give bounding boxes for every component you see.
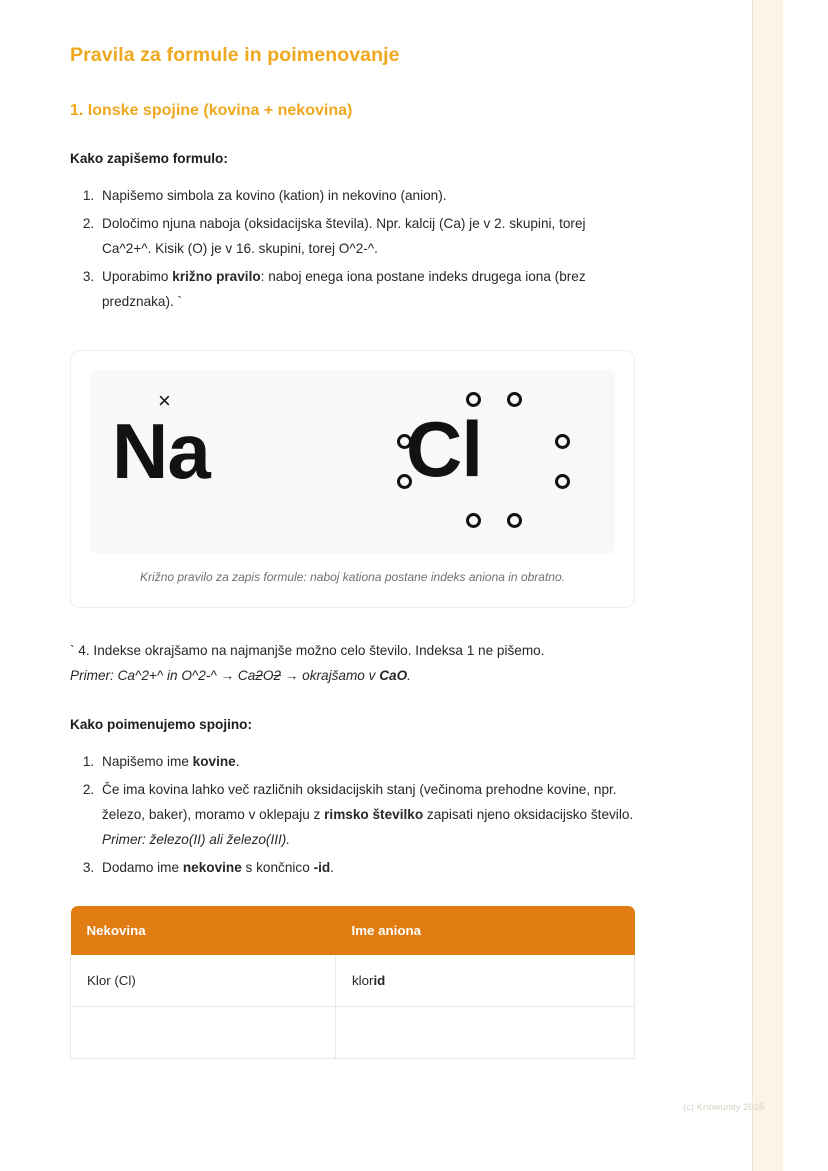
anion-names-table: [70, 906, 635, 1059]
electron-dot-icon: [555, 474, 570, 489]
electron-dot-icon: [397, 474, 412, 489]
text-run: Klor (Cl): [87, 973, 136, 988]
text-run: Primer: Ca^2+^ in O^2-^ → Ca: [70, 668, 256, 683]
document-content: [70, 0, 636, 1059]
electron-cross-icon: ×: [158, 388, 171, 413]
list-item: [98, 211, 636, 261]
electron-dot-icon: [555, 434, 570, 449]
table-row: [71, 1007, 635, 1059]
text-run: .: [235, 754, 240, 769]
table-cell: [71, 1007, 336, 1059]
post-figure-text: [70, 638, 636, 688]
text-run: rimsko številko: [324, 807, 424, 822]
text-run: -id: [313, 860, 331, 875]
text-run: : naboj enega iona postane indeks drugega iona (brez predznaka). `: [102, 269, 586, 309]
text-run: Napišemo ime: [102, 754, 193, 769]
example-text: [70, 663, 636, 688]
lewis-structure-image: [90, 370, 615, 554]
text-run: O: [262, 668, 274, 683]
electron-dot-icon: [507, 392, 522, 407]
column-header-nekovina: Nekovina: [71, 906, 336, 955]
electron-dot-icon: [507, 513, 522, 528]
text-run: id: [373, 973, 386, 988]
formula-steps-list: [70, 183, 636, 314]
electron-dot-icon: [397, 434, 412, 449]
table-header-row: [71, 906, 635, 955]
table-cell: [336, 955, 635, 1007]
chlorine-symbol-label: Cl: [406, 405, 482, 493]
text-run: zapisati njeno oksidacijsko število.: [423, 807, 634, 822]
table-cell: [336, 1007, 635, 1059]
list-item: [98, 777, 636, 852]
text-run: Uporabimo: [102, 269, 173, 284]
text-run: s končnico: [241, 860, 314, 875]
text-run: CaO: [379, 668, 408, 683]
list-item: [98, 264, 636, 314]
text-run: Napišemo simbola za kovino (kation) in nekovino (anion).: [102, 188, 447, 203]
text-run: Primer: železo(II) ali železo(III).: [102, 832, 291, 847]
naming-steps-list: [70, 749, 636, 880]
text-run: Dodamo ime: [102, 860, 183, 875]
section-heading-ionske-spojine: 1. Ionske spojine (kovina + nekovina): [70, 102, 353, 119]
text-run: kovine: [192, 754, 236, 769]
text-run: 2: [255, 668, 263, 683]
text-run: Če ima kovina lahko več različnih oksidacijskih stanj (večinoma prehodne kovine, npr. železo, baker), moramo v oklepaju z: [102, 782, 617, 822]
right-warm-strip: [753, 0, 783, 1171]
table-row: [71, 955, 635, 1007]
text-run: nekovine: [182, 860, 242, 875]
text-run: .: [330, 860, 334, 875]
electron-dot-icon: [466, 392, 481, 407]
right-white-margin: [783, 0, 828, 1171]
figure-card: [70, 350, 635, 608]
list-item: [98, 183, 636, 208]
subheading-kako-poimenujemo-spojino: Kako poimenujemo spojino:: [70, 717, 253, 732]
electron-dot-icon: [466, 513, 481, 528]
text-run: križno pravilo: [172, 269, 261, 284]
table-cell: [71, 955, 336, 1007]
list-item: [98, 749, 636, 774]
footer-credit: (c) Knowunity 2025: [683, 1102, 765, 1113]
text-run: → okrajšamo v: [281, 668, 380, 683]
step-4-text: ` 4. Indekse okrajšamo na najmanjše možno celo število. Indeksa 1 ne pišemo.: [70, 643, 545, 658]
figure-caption: Križno pravilo za zapis formule: naboj kationa postane indeks aniona in obratno.: [140, 570, 565, 584]
list-item: [98, 855, 636, 880]
page-title: Pravila za formule in poimenovanje: [70, 44, 400, 66]
text-run: klor: [352, 973, 374, 988]
subheading-kako-zapisemo-formulo: Kako zapišemo formulo:: [70, 151, 228, 166]
text-run: .: [407, 668, 411, 683]
text-run: 2: [273, 668, 281, 683]
text-run: Določimo njuna naboja (oksidacijska števila). Npr. kalcij (Ca) je v 2. skupini, torej Ca^2+^. Kisik (O) je v 16. skupini, torej O^2-^.: [102, 216, 586, 256]
sodium-symbol-label: Na: [112, 407, 210, 495]
column-header-ime-aniona: Ime aniona: [336, 906, 635, 955]
